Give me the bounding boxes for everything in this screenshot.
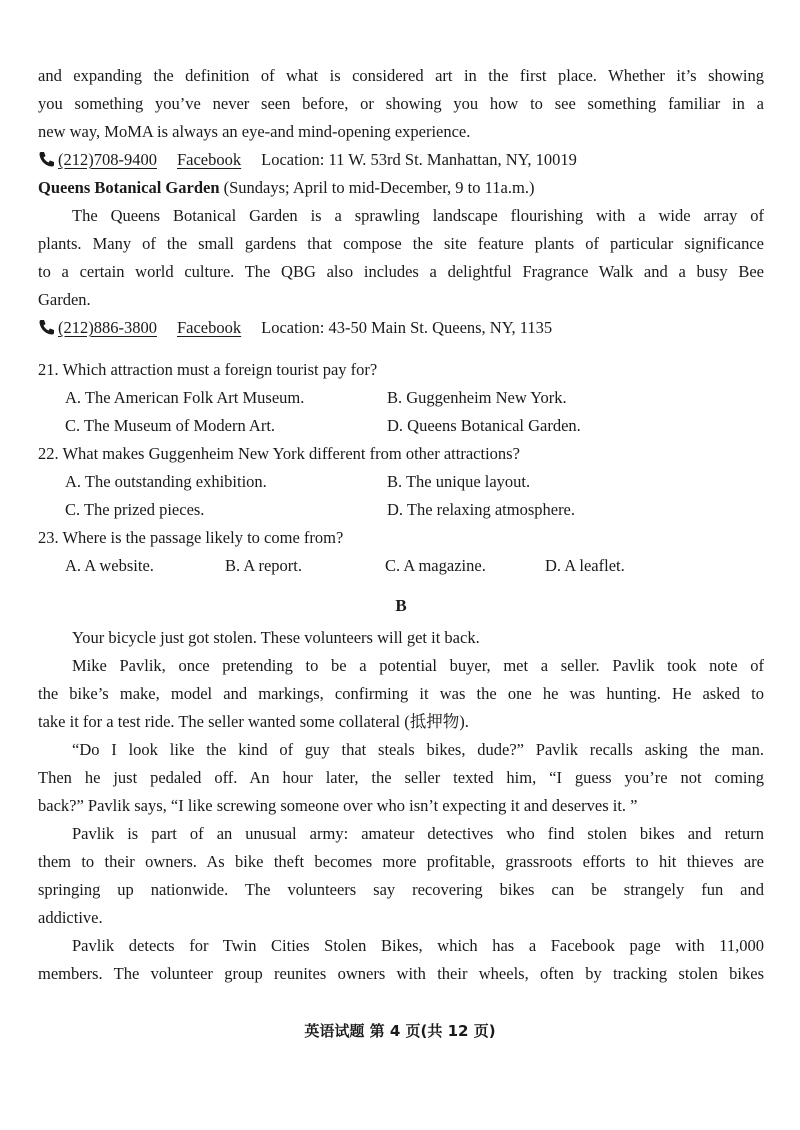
moma-line-2: you something you’ve never seen before, or showing you how to see something familiar in a [38, 94, 764, 113]
section-b-title: B [395, 596, 407, 615]
moma-location: Location: 11 W. 53rd St. Manhattan, NY, 10019 [261, 150, 577, 169]
question-22-option-c: C. The prized pieces. [65, 500, 205, 519]
moma-line-1: and expanding the definition of what is considered art in the first place. Whether it’s showing [38, 66, 764, 85]
page-footer: 英语试题 第 4 页(共 12 页) [304, 1022, 496, 1040]
question-23-option-d: D. A leaflet. [545, 556, 625, 575]
qbg-facebook-link[interactable]: Facebook [176, 318, 242, 337]
qbg-line-3: to a certain world culture. The QBG also includes a delightful Fragrance Walk and a busy Bee [38, 262, 764, 281]
question-22-stem: 22. What makes Guggenheim New York different from other attractions? [38, 444, 520, 463]
moma-line-3: new way, MoMA is always an eye-and mind-opening experience. [38, 122, 471, 141]
section-b-p3-line-3: back?” Pavlik says, “I like screwing someone over who isn’t expecting it and deserves it. ” [38, 796, 638, 815]
question-21-option-a: A. The American Folk Art Museum. [65, 388, 305, 407]
question-21-options-row-2 [38, 412, 764, 440]
section-b-p2-line-3: take it for a test ride. The seller wanted some collateral (抵押物). [38, 712, 469, 731]
qbg-line-2: plants. Many of the small gardens that compose the site feature plants of particular significance [38, 234, 764, 253]
section-b-p2-line-2: the bike’s make, model and markings, confirming it was the one he was hunting. He asked to [38, 684, 764, 703]
question-23-option-b: B. A report. [225, 556, 302, 575]
question-23-stem: 23. Where is the passage likely to come from? [38, 528, 344, 547]
section-b-p1: Your bicycle just got stolen. These volunteers will get it back. [72, 628, 480, 647]
qbg-hours: (Sundays; April to mid-December, 9 to 11a.m.) [219, 178, 535, 197]
question-21-options-row-1 [38, 384, 764, 412]
qbg-name: Queens Botanical Garden [38, 178, 220, 197]
phone-icon [38, 151, 56, 167]
section-b-p4-line-1: Pavlik is part of an unusual army: amateur detectives who find stolen bikes and return [72, 824, 764, 843]
qbg-line-4: Garden. [38, 290, 91, 309]
question-21-stem: 21. Which attraction must a foreign tourist pay for? [38, 360, 378, 379]
moma-phone-link[interactable] [38, 150, 157, 169]
section-b-p4-line-2: them to their owners. As bike theft becomes more profitable, grassroots efforts to hit thieves are [38, 852, 764, 871]
question-22-options-row-2 [38, 496, 764, 524]
qbg-line-1: The Queens Botanical Garden is a sprawling landscape flourishing with a wide array of [72, 206, 764, 225]
question-22-option-a: A. The outstanding exhibition. [65, 472, 267, 491]
question-22-options-row-1 [38, 468, 764, 496]
question-23-options-row [38, 552, 764, 580]
qbg-heading [38, 174, 764, 202]
question-22-option-d: D. The relaxing atmosphere. [387, 500, 576, 519]
question-22-option-b: B. The unique layout. [387, 472, 531, 491]
section-b-p3-line-1: “Do I look like the kind of guy that steals bikes, dude?” Pavlik recalls asking the man. [72, 740, 764, 759]
section-b-p2-line-1: Mike Pavlik, once pretending to be a potential buyer, met a seller. Pavlik took note of [72, 656, 764, 675]
question-21-option-b: B. Guggenheim New York. [387, 388, 567, 407]
question-23-option-c: C. A magazine. [385, 556, 486, 575]
section-b-p5-line-2: members. The volunteer group reunites owners with their wheels, often by tracking stolen bikes [38, 964, 764, 983]
exam-page [38, 62, 764, 988]
qbg-phone-link[interactable] [38, 318, 157, 337]
qbg-location: Location: 43-50 Main St. Queens, NY, 1135 [261, 318, 553, 337]
moma-contact [38, 146, 764, 174]
qbg-contact [38, 314, 764, 342]
phone-icon [38, 319, 56, 335]
section-b-p5-line-1: Pavlik detects for Twin Cities Stolen Bikes, which has a Facebook page with 11,000 [72, 936, 764, 955]
section-b-p3-line-2: Then he just pedaled off. An hour later, the seller texted him, “I guess you’re not coming [38, 768, 764, 787]
question-21-option-d: D. Queens Botanical Garden. [387, 416, 581, 435]
section-b-p4-line-3: springing up nationwide. The volunteers say recovering bikes can be strangely fun and [38, 880, 764, 899]
moma-facebook-link[interactable]: Facebook [176, 150, 242, 169]
qbg-phone: (212)886-3800 [58, 318, 157, 337]
section-b-p4-line-4: addictive. [38, 908, 103, 927]
question-21-option-c: C. The Museum of Modern Art. [65, 416, 276, 435]
question-23-option-a: A. A website. [65, 556, 154, 575]
moma-phone: (212)708-9400 [58, 150, 157, 169]
